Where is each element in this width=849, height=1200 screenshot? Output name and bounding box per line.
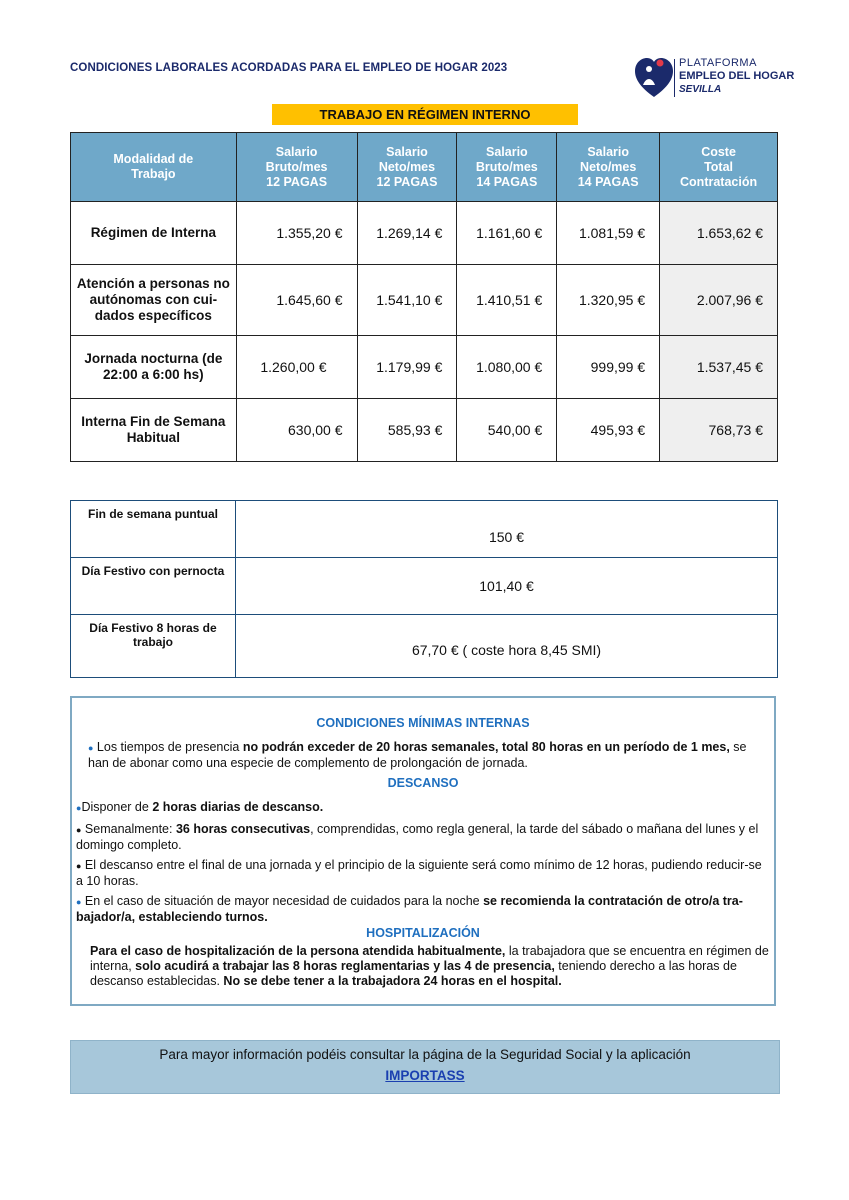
header-line: Salario	[386, 144, 428, 159]
document-title: CONDICIONES LABORALES ACORDADAS PARA EL EMPLEO DE HOGAR 2023	[70, 62, 508, 74]
table-cell: 1.260,00 €	[236, 336, 357, 399]
table-cell-total: 1.653,62 €	[660, 202, 778, 265]
table-cell-total: 768,73 €	[660, 399, 778, 462]
conditions-hospitalization	[90, 944, 770, 989]
header-bruto-14	[457, 133, 557, 202]
logo-line-1: PLATAFORMA	[679, 57, 757, 69]
text-run: teniendo derecho a las horas de descanso establecidas.	[90, 959, 737, 988]
extras-row	[71, 558, 778, 615]
text-run-bold: No se debe tener a la trabajadora 24 horas en el hospital.	[223, 974, 562, 988]
conditions-presence	[88, 740, 770, 771]
conditions-box	[70, 696, 776, 1006]
logo-line-2: EMPLEO DEL HOGAR	[679, 70, 795, 82]
text-run-bold: 36 horas consecutivas	[175, 822, 311, 836]
conditions-title: CONDICIONES MÍNIMAS INTERNAS	[316, 716, 530, 730]
text-run-bold: 2 horas diarias de descanso.	[152, 800, 324, 814]
table-cell: 495,93 €	[557, 399, 660, 462]
header-line: Neto/mes	[378, 159, 436, 174]
table-cell: 1.269,14 €	[357, 202, 457, 265]
extras-value: 67,70 € ( coste hora 8,45 SMI)	[236, 615, 778, 678]
table-cell: 585,93 €	[357, 399, 457, 462]
table-cell-total: 1.537,45 €	[660, 336, 778, 399]
table-cell: 1.081,59 €	[557, 202, 660, 265]
header-line: Salario	[587, 144, 630, 159]
text-run: se han de abonar como una especie de complemento de prolongación de jornada.	[88, 740, 747, 770]
hospitalization-title: HOSPITALIZACIÓN	[366, 926, 480, 940]
bullet-icon: ●	[76, 803, 82, 813]
table-row	[71, 265, 778, 336]
header-line: Contratación	[680, 174, 758, 189]
salary-table	[70, 132, 778, 462]
header-line: Modalidad de	[113, 152, 194, 166]
table-cell: 1.320,95 €	[557, 265, 660, 336]
extras-label: Día Festivo 8 horas de trabajo	[71, 615, 236, 678]
row-label: Jornada nocturna (de 22:00 a 6:00 hs)	[71, 336, 237, 399]
table-row	[71, 399, 778, 462]
table-cell: 1.080,00 €	[457, 336, 557, 399]
footer-box	[70, 1040, 780, 1094]
text-run: , comprendidas, como regla general, la tarde del sábado o mañana del lunes y el domingo completo.	[76, 822, 759, 852]
bullet-icon: ●	[76, 861, 82, 871]
header-line: Trabajo	[131, 167, 176, 181]
text-run: En el caso de situación de mayor necesidad de cuidados para la noche	[84, 894, 484, 908]
header-line: Bruto/mes	[475, 159, 538, 174]
text-run-bold: solo acudirá a trabajar las 8 horas reglamentarias y las 4 de presencia,	[135, 959, 555, 973]
table-cell: 630,00 €	[236, 399, 357, 462]
table-cell: 1.179,99 €	[357, 336, 457, 399]
table-row	[71, 202, 778, 265]
bullet-icon: ●	[76, 825, 82, 835]
heart-logo-icon	[634, 55, 674, 101]
header-line: Bruto/mes	[265, 159, 328, 174]
table-cell: 999,99 €	[557, 336, 660, 399]
importass-link[interactable]: IMPORTASS	[385, 1068, 465, 1083]
extras-row	[71, 615, 778, 678]
text-run: Semanalmente:	[84, 822, 176, 836]
header-line: Total	[704, 159, 734, 174]
table-cell-total: 2.007,96 €	[660, 265, 778, 336]
table-row	[71, 336, 778, 399]
header-line: 14 PAGAS	[577, 174, 639, 189]
logo-line-3: SEVILLA	[679, 84, 722, 95]
logo-divider	[674, 59, 675, 97]
footer-text: Para mayor información podéis consultar la página de la Seguridad Social y la aplicación	[159, 1047, 691, 1062]
extras-value: 101,40 €	[236, 558, 778, 615]
text-run-bold: Para el caso de hospitalización de la persona atendida habitualmente,	[90, 944, 506, 958]
bullet-icon: ●	[76, 897, 82, 907]
table-cell: 540,00 €	[457, 399, 557, 462]
row-label: Atención a personas no autónomas con cui-dados específicos	[71, 265, 237, 336]
table-cell: 1.161,60 €	[457, 202, 557, 265]
extras-value: 150 €	[236, 501, 778, 558]
table-cell: 1.410,51 €	[457, 265, 557, 336]
section-banner: TRABAJO EN RÉGIMEN INTERNO	[272, 104, 578, 125]
text-run: Los tiempos de presencia	[96, 740, 243, 754]
header-line: 12 PAGAS	[376, 174, 438, 189]
table-cell: 1.355,20 €	[236, 202, 357, 265]
header-line: Neto/mes	[580, 159, 637, 174]
logo-text	[679, 57, 794, 96]
conditions-daily-rest	[76, 800, 770, 816]
logo	[634, 55, 804, 105]
text-run: Disponer de	[81, 800, 153, 814]
table-header-row	[71, 133, 778, 202]
table-cell: 1.645,60 €	[236, 265, 357, 336]
text-run: la trabajadora que se encuentra en régimen de interna,	[90, 944, 769, 973]
extras-label: Día Festivo con pernocta	[71, 558, 236, 615]
header-bruto-12	[236, 133, 357, 202]
text-run: El descanso entre el final de una jornada y el principio de la siguiente será como mínimo de 12 horas, pudiendo reducir-se a 10 horas.	[76, 858, 762, 888]
extras-label: Fin de semana puntual	[71, 501, 236, 558]
header-line: 14 PAGAS	[476, 174, 538, 189]
rest-title: DESCANSO	[387, 776, 459, 790]
header-line: Coste	[701, 144, 736, 159]
conditions-between-shifts	[76, 858, 770, 889]
header-line: Salario	[485, 144, 528, 159]
text-run-bold: no podrán exceder de 20 horas semanales, total 80 horas en un período de 1 mes,	[242, 740, 730, 754]
row-label: Interna Fin de Semana Habitual	[71, 399, 237, 462]
extras-row	[71, 501, 778, 558]
text-run-bold: se recomienda la contratación de otro/a tra-bajador/a, estableciendo turnos.	[76, 894, 743, 924]
table-cell: 1.541,10 €	[357, 265, 457, 336]
header-coste-total	[660, 133, 778, 202]
header-modalidad	[71, 133, 237, 202]
bullet-icon: ●	[88, 743, 94, 753]
conditions-night-care	[76, 894, 756, 925]
header-neto-12	[357, 133, 457, 202]
header-line: 12 PAGAS	[266, 174, 328, 189]
conditions-weekly-rest	[76, 822, 770, 853]
extras-table	[70, 500, 778, 678]
header-line: Salario	[275, 144, 318, 159]
header-neto-14	[557, 133, 660, 202]
row-label: Régimen de Interna	[71, 202, 237, 265]
